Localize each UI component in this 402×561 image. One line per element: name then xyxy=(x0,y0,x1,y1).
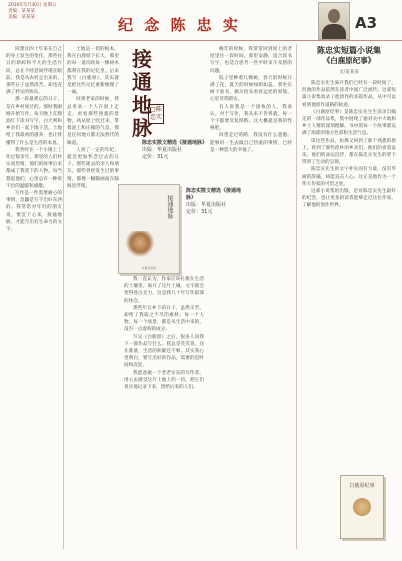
paragraph: 我愿意做一个老老实实的写作者，用心去感受这片土地上的一切，把它们真实地记录下来，留给后来的人们。 xyxy=(124,370,204,391)
paragraph: 我一直认为，作家应该扎根在生活的土壤里。离开了这片土壤，文字就会变得苍白无力。这是我几十年写作最深的体会。 xyxy=(124,277,204,304)
right-author: 文/某某某 xyxy=(339,70,359,75)
article-column-4 xyxy=(210,46,292,551)
paragraph: 那些年在乡下的日子，虽然辛苦，却给了我取之不尽的素材。每一个人物，每一个场景，都是从生活中来的，没有一点虚构的成分。 xyxy=(124,305,204,333)
article-column-3 xyxy=(124,276,204,551)
book-info-press: 出版：华夏出版社 xyxy=(186,202,227,208)
right-headline-line2: 《白鹿原纪事》 xyxy=(322,56,376,65)
article-column-2 xyxy=(67,46,119,551)
paragraph: 院子里种着几棵树，春天的时候开满了花，夏天的时候绿荫如盖。我坐在树下看书，偶尔抬头看看远处的原坡，心里非常踏实。 xyxy=(210,75,292,103)
paragraph: 写完《白鹿原》之后，很多人问我下一部作品写什么。我总是笑笑说，还在准备，生活的积累还不够。其实我心里明白，要写出好的作品，需要的是时间和沉淀。 xyxy=(124,334,204,369)
header-editor: 责编：某某某 xyxy=(8,9,35,14)
page-title: 纪 念 陈 忠 实 xyxy=(118,16,241,34)
portrait-shoulders xyxy=(322,24,346,39)
caption-price: 定价：31元 xyxy=(142,154,169,160)
paragraph: 读这些作品，仿佛又回到了那个熟悉的原上，看到了那些淳朴的乡亲们。他们的喜怒哀乐，他们的命运沉浮，都在陈忠实先生的笔下得到了生动的呈现。 xyxy=(302,138,396,166)
paragraph: 这部小说集的出版，是对陈忠实先生最好的纪念，也让更多的读者能够走近这位作家，了解他的创作世界。 xyxy=(302,189,396,209)
feature-caption xyxy=(142,140,214,161)
column-divider xyxy=(296,44,297,549)
header-date: 2016年5月30日 星期五 xyxy=(8,3,57,8)
author-portrait xyxy=(318,2,350,40)
paragraph: 陈忠实先生离开我们已经有一段时间了，但他的作品依然在读者中间广泛流传。这部短篇小说集收录了他创作的多篇作品，从中可以看到他创作道路的轨迹。 xyxy=(302,81,396,108)
paragraph: 那一段最难忘的日子，是在乡村度过的。那时我刚刚开始写作，每天晚上在煤油灯下读书写字，白天则和乡亲们一起下地干活。土地给了我最初的滋养，也让我懂得了什么是生活的本真。 xyxy=(6,97,62,146)
book-cover xyxy=(118,184,180,274)
paragraph: 晚年的时候，我常常回到原上的老屋里住一段时间。那里安静，适合读书写字，也适合思考一些平时来不及想的问题。 xyxy=(210,47,292,74)
right-article-body xyxy=(302,80,396,474)
feature-title: 接通地脉 xyxy=(132,47,152,140)
book-info-price: 定价：31元 xyxy=(186,209,213,215)
caption-title: 陈忠实散文精选《接通地脉》 xyxy=(142,140,208,146)
header-design: 美编：某某某 xyxy=(8,15,35,20)
paragraph: 写作是一件需要耐心的事情，急躁是写不出好东西的。我常常对年轻的朋友说，要沉下心来，接通地脉，才能写出有生命力的文字。 xyxy=(6,191,62,233)
feature-byline: □陈忠实 xyxy=(148,104,164,124)
paragraph: 陈忠实先生的文字朴实而有力量，没有华丽的辞藻，却能直击人心。这正是他作为一个伟大作家的可贵之处。 xyxy=(302,167,396,187)
book-info-title: 陈忠实散文精选《接通地脉》 xyxy=(186,188,242,201)
header-meta xyxy=(8,3,56,21)
right-headline-line1: 陈忠实短篇小说集 xyxy=(317,45,381,55)
portrait-head xyxy=(328,9,340,23)
book-cover-2-title: 白鹿原纪事 xyxy=(349,483,375,489)
book-cover-2-artwork xyxy=(353,498,371,516)
paragraph: 土地是一切的根本。我在白鹿原下长大，那里的每一道沟坎每一棵树木都刻在我的记忆里。后来我写《白鹿原》，其实就是把这些记忆重新梳理了一遍。 xyxy=(67,47,119,96)
page-header xyxy=(0,0,402,41)
paragraph: 我曾经在一个小镇上工作过很多年，那里的人们朴实而热情，他们的故事后来都成了我笔下的人物。每当想起他们，心里总有一种说不出的温暖和感激。 xyxy=(6,147,62,189)
book-cover-artwork xyxy=(125,231,155,257)
paragraph: 回想这四十年来在自己的身上发生的变化，那些往日的琐碎和平凡的生活片段，总在不经意间浮现在眼前。我是从农村走出来的，那些日子虽然清苦，却也充满了朴实的快乐。 xyxy=(6,47,62,96)
book-cover-title: 接通地脉 xyxy=(166,195,173,219)
page-number: A3 xyxy=(355,14,378,32)
paragraph: 有人说我是一个固执的人，我承认。对于写作，我从来不肯将就，每一个字都要反复斟酌。这大概就是我的性格吧。 xyxy=(210,104,292,132)
caption-publisher: 出版：华夏出版社 xyxy=(142,147,183,153)
right-headline xyxy=(302,44,396,66)
book-cover-publisher: 华夏出版社 xyxy=(141,266,157,270)
paragraph: 回望走过的路，我没有什么遗憾。能够用一生去做自己热爱的事情，已经是一种莫大的幸福了。 xyxy=(210,133,292,153)
paragraph: 回到老家的时候，我总喜欢一个人在原上走走，看看那些熟悉的景物。风从原上吹过来，带着泥土和庄稼的气息，那是任何地方都无法替代的味道。 xyxy=(67,97,119,146)
paragraph: 《白鹿原纪事》是陈忠实先生生前亲自编定的一部作品集，集中展现了他对关中大地和乡土人情的深刻理解。书中的每一个故事都充满了浓郁的地方色彩和生活气息。 xyxy=(302,109,396,137)
book-cover-2 xyxy=(340,475,384,539)
paragraph: 人到了一定的年纪，就会更加怀念过去的日子。那些逝去的亲人和朋友，那些曾经发生过的事情，都像一幅幅画面在脑海里浮现。 xyxy=(67,147,119,189)
article-column-1 xyxy=(6,46,62,551)
column-divider xyxy=(63,44,64,549)
